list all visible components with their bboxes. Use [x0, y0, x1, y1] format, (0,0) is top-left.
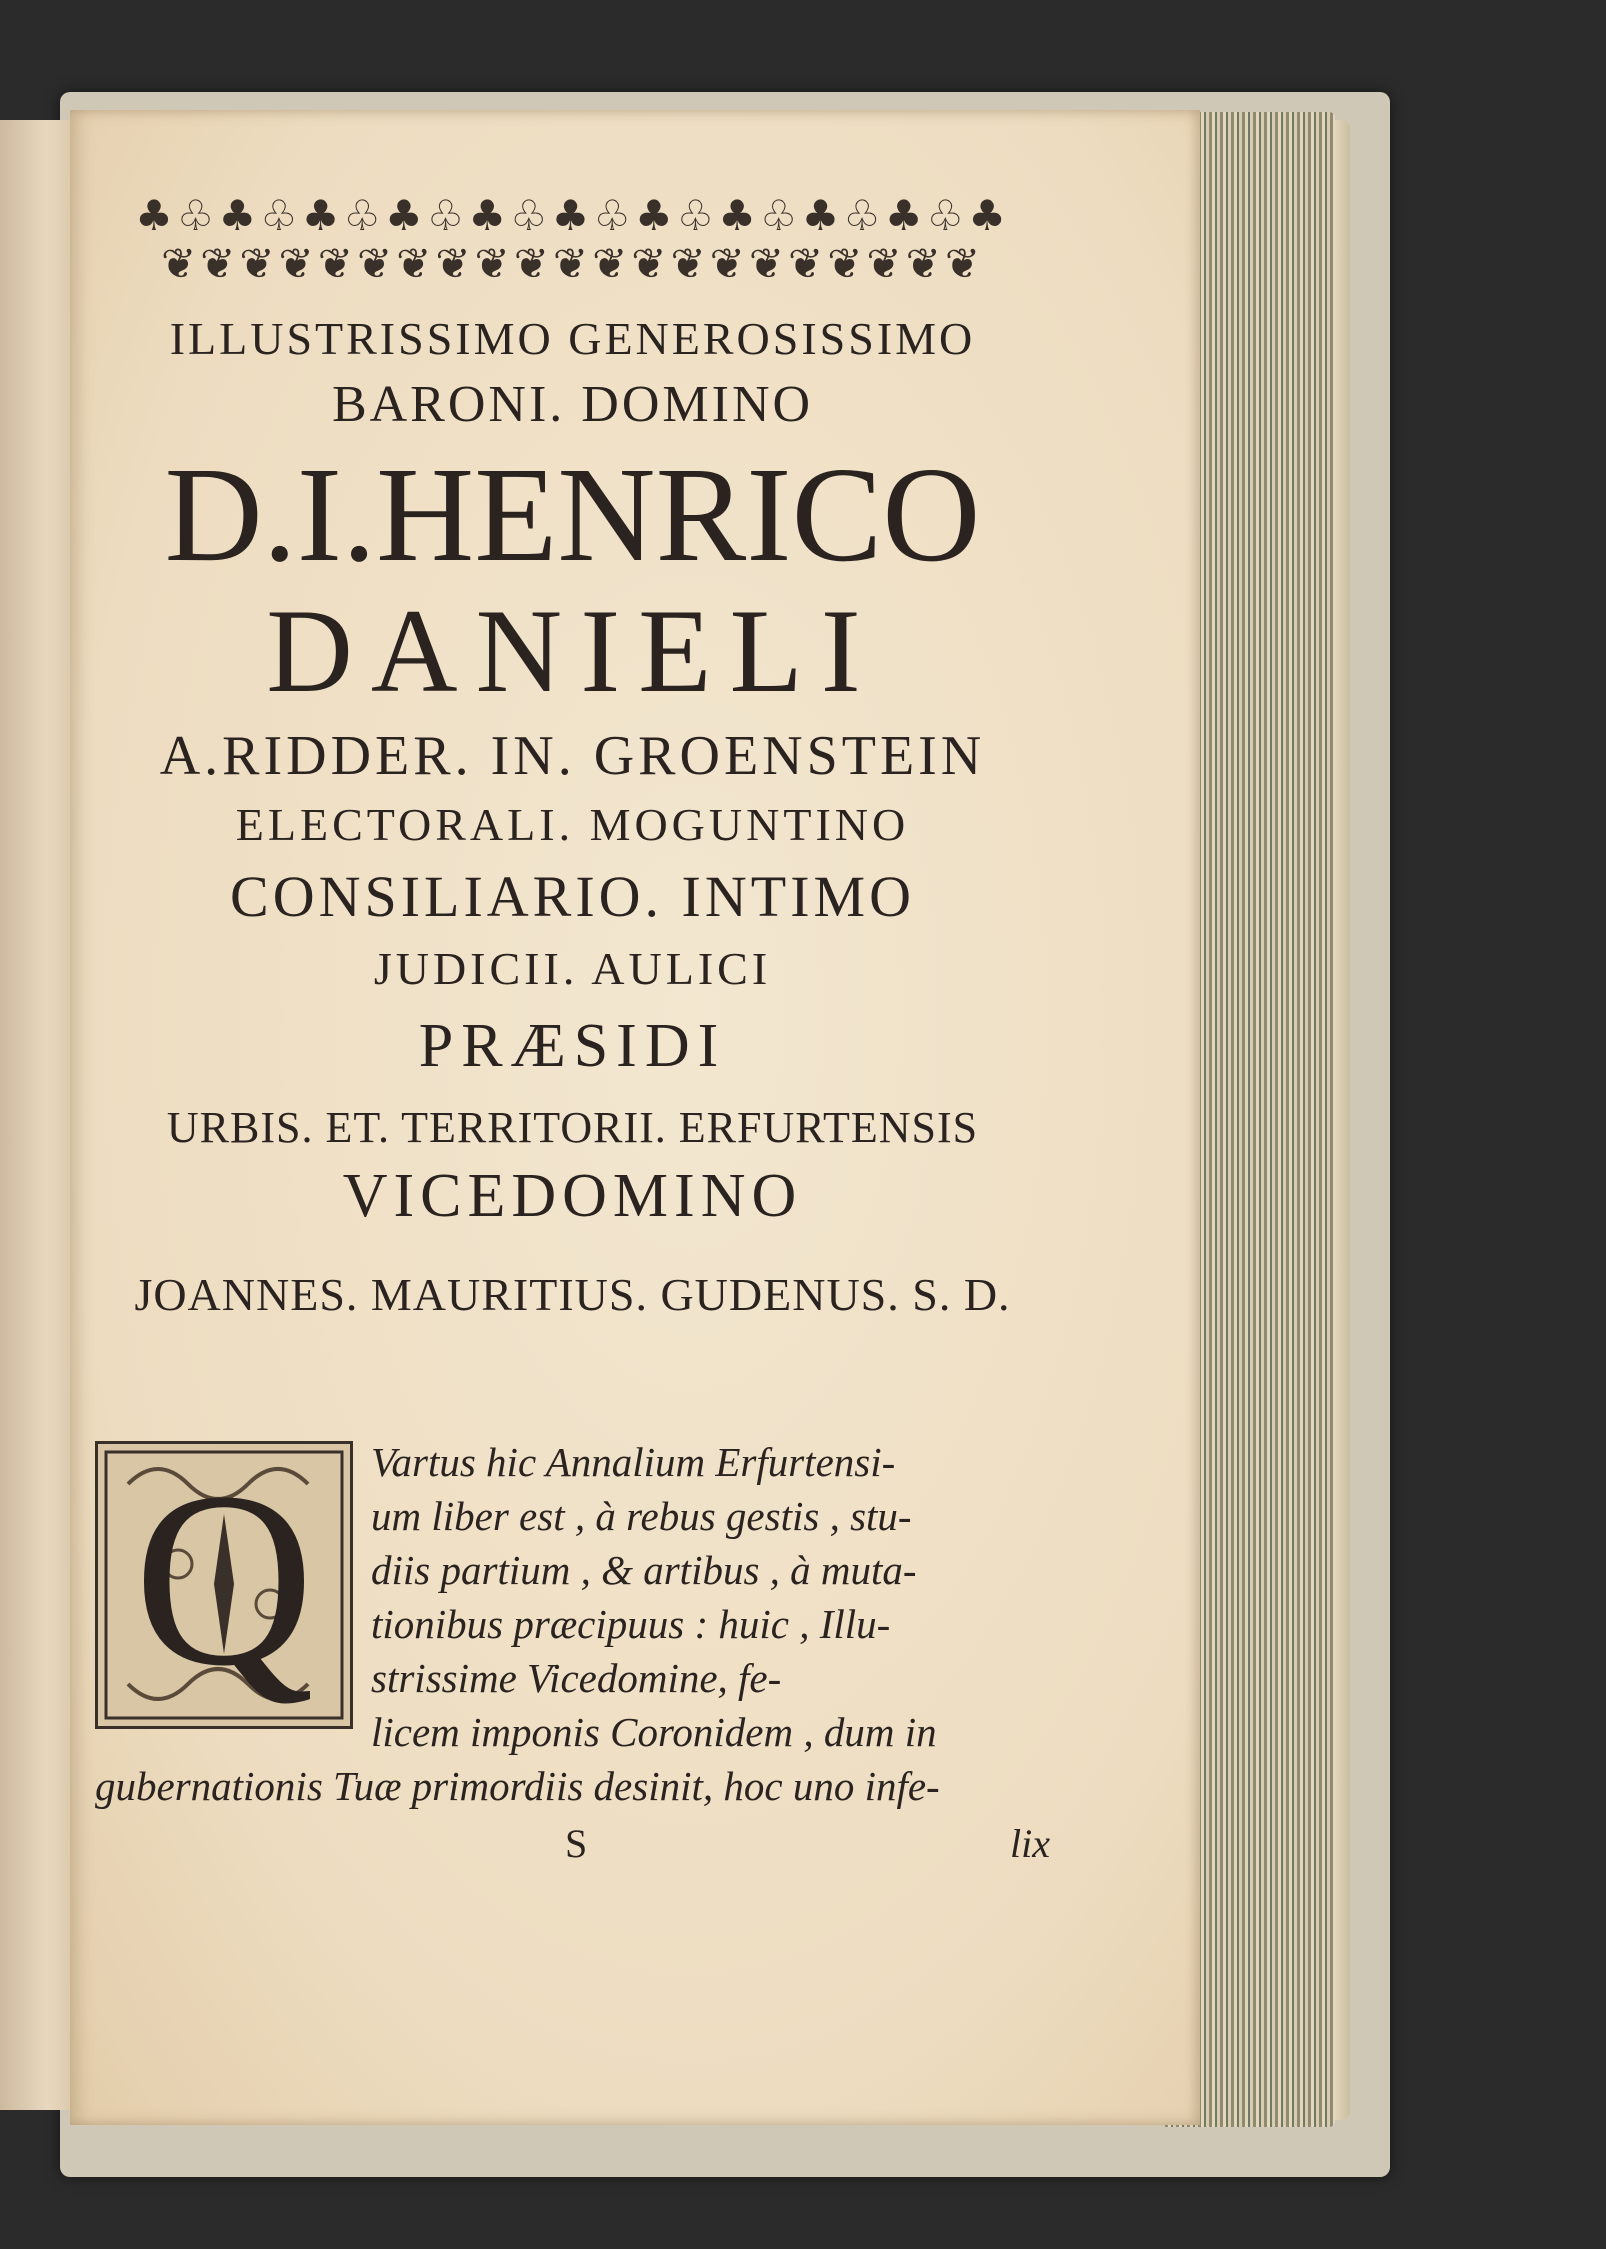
- dedication-line-5: A.RIDDER. IN. GROENSTEIN: [159, 725, 986, 787]
- dedication-name-danieli: DANIELI: [266, 584, 879, 717]
- left-page-edge: [0, 120, 80, 2110]
- body-line-2: um liber est , à rebus gestis , stu-: [371, 1493, 912, 1539]
- catchword: lix: [1010, 1821, 1050, 1866]
- body-line-5: strissime Vicedomine, fe-: [371, 1655, 782, 1701]
- dedication-line-7: CONSILIARIO. INTIMO: [230, 864, 915, 929]
- ornament-band: [95, 190, 1050, 290]
- body-paragraph: [95, 1435, 1050, 1871]
- dedication-line-1: ILLUSTRISSIMO GENEROSISSIMO: [169, 313, 976, 364]
- ornament-row-top: ♣♧♣♧♣♧♣♧♣♧♣♧♣♧♣♧♣♧♣♧♣: [135, 191, 1010, 240]
- page-footer: [95, 1817, 1050, 1871]
- dedication-line-11: VICEDOMINO: [342, 1162, 803, 1230]
- dedication-line-2: BARONI. DOMINO: [331, 376, 814, 433]
- dedication-block: [95, 190, 1050, 1321]
- initial-letter: Q: [133, 1441, 315, 1718]
- ornament-row-bottom: ❦❦❦❦❦❦❦❦❦❦❦❦❦❦❦❦❦❦❦❦❦: [160, 239, 985, 288]
- body-line-7: gubernationis Tuæ primordiis desinit, hoc uno infe-: [95, 1763, 940, 1809]
- body-line-1: Vartus hic Annalium Erfurtensi-: [371, 1439, 896, 1485]
- body-line-4: tionibus præcipuus : huic , Illu-: [371, 1601, 891, 1647]
- dedication-author: JOANNES. MAURITIUS. GUDENUS. S. D.: [134, 1269, 1011, 1320]
- dedication-line-8: JUDICII. AULICI: [373, 943, 772, 994]
- dedication-name-henrico: D.I.HENRICO: [164, 440, 981, 590]
- body-line-3: diis partium , & artibus , à muta-: [371, 1547, 917, 1593]
- dedication-line-9: PRÆSIDI: [418, 1012, 727, 1080]
- body-line-6: licem imponis Coronidem , dum in: [371, 1709, 937, 1755]
- decorated-initial: [95, 1441, 353, 1729]
- signature-mark: S: [565, 1821, 588, 1866]
- dedication-line-10: URBIS. ET. TERRITORII. ERFURTENSIS: [166, 1103, 979, 1152]
- dedication-line-6: ELECTORALI. MOGUNTINO: [235, 799, 910, 850]
